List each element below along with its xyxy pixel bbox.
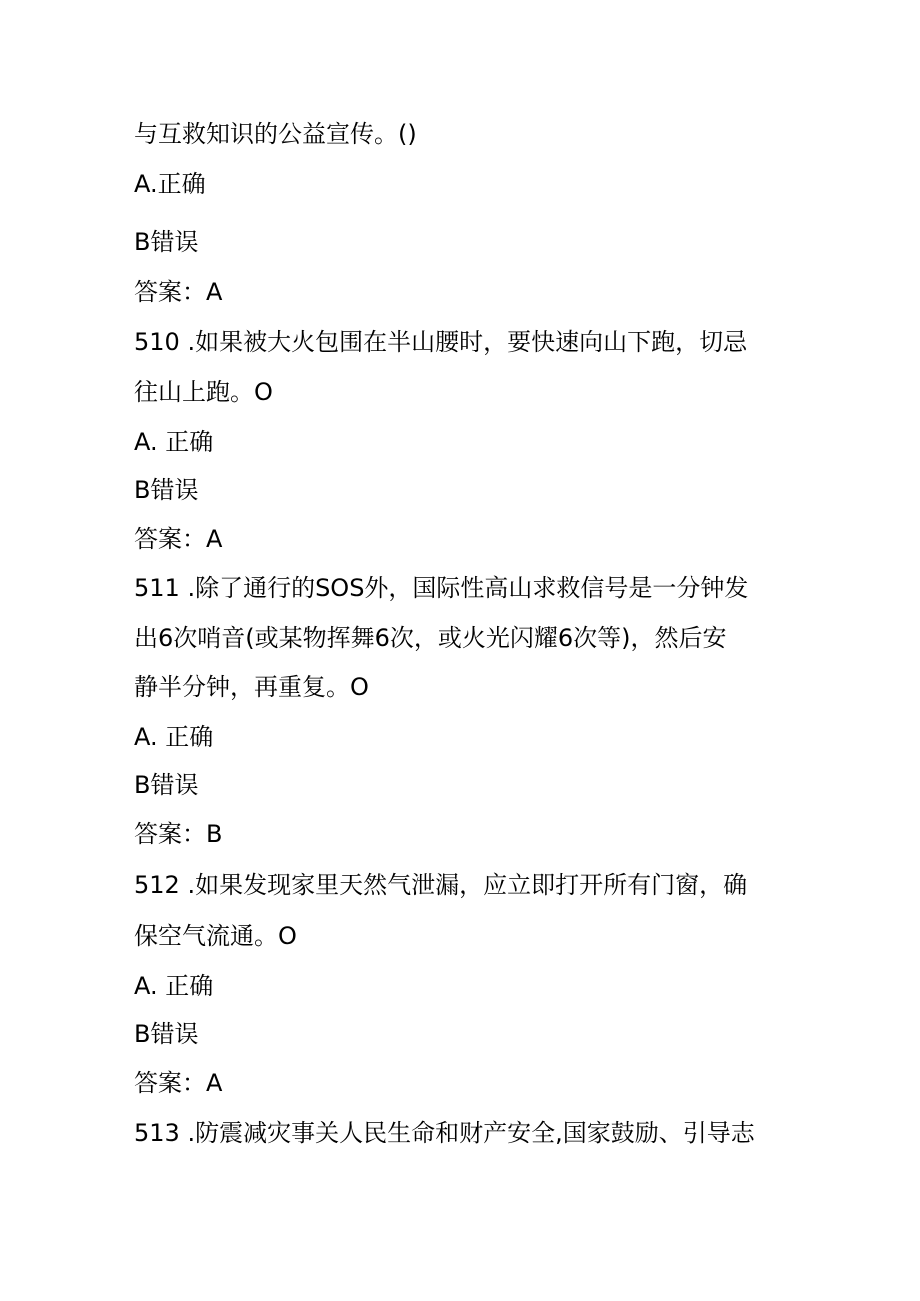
question-510-text-line-1: 510 .如果被大火包围在半山腰时，要快速向山下跑，切忌 [134,328,748,356]
question-509-text-continued: 与互救知识的公益宣传。() [134,120,417,148]
question-510-option-b: B错误 [134,476,199,504]
question-509-option-a: A.正确 [134,170,206,198]
question-512-text-line-1: 512 .如果发现家里天然气泄漏，应立即打开所有门窗，确 [134,871,748,899]
question-512-answer: 答案：A [134,1069,223,1097]
question-509-option-b: B错误 [134,228,199,256]
question-511-text-line-1: 511 .除了通行的SOS外，国际性高山求救信号是一分钟发 [134,574,749,602]
question-510-text-line-2: 往山上跑。O [134,378,273,406]
question-511-option-a: A. 正确 [134,723,214,751]
question-513-text-line-1: 513 .防震减灾事关人民生命和财产安全,国家鼓励、引导志 [134,1119,755,1147]
question-511-text-line-2: 出6次哨音(或某物挥舞6次，或火光闪耀6次等)，然后安 [134,624,727,652]
question-509-answer: 答案：A [134,278,223,306]
question-512-option-b: B错误 [134,1020,199,1048]
question-511-answer: 答案：B [134,820,223,848]
question-510-option-a: A. 正确 [134,428,214,456]
question-512-text-line-2: 保空气流通。O [134,922,297,950]
question-511-option-b: B错误 [134,771,199,799]
question-510-answer: 答案：A [134,525,223,553]
question-511-text-line-3: 静半分钟，再重复。O [134,673,369,701]
question-512-option-a: A. 正确 [134,972,214,1000]
